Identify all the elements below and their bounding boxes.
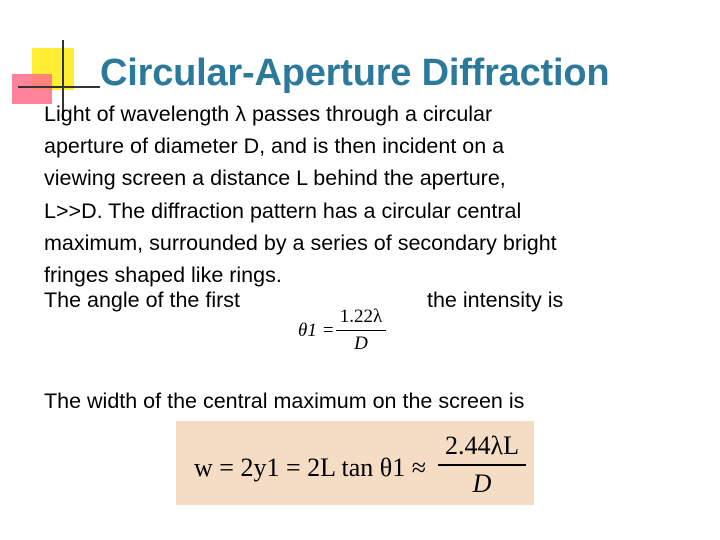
theta-fraction [336,306,386,355]
angle-sentence [44,284,240,316]
fraction-bar [336,330,386,331]
decor-horizontal-line [18,86,100,88]
width-fraction [438,431,526,499]
angle-sentence-left: The angle of the first [44,288,240,312]
width-formula-lhs: w = 2y1 = 2L tan θ1 ≈ [194,453,427,482]
paragraph-line: aperture of diameter D, and is then incident on a [44,134,505,159]
theta-numerator: 1.22λ [339,306,383,327]
slide-title: Circular-Aperture Diffraction [100,52,610,94]
fraction-bar [438,464,526,466]
paragraph-line: Light of wavelength λ passes through a circular [44,102,493,126]
width-sentence: The width of the central maximum on the screen is [44,389,525,413]
angle-sentence-right: the intensity is [427,288,564,312]
width-denominator: D [472,468,492,498]
paragraph-line: maximum, surrounded by a series of secondary bright [44,230,557,255]
paragraph-line: L>>D. The diffraction pattern has a circular central [44,198,522,223]
theta-formula-lhs: θ1 = [298,320,335,341]
width-numerator: 2.44λL [445,431,519,460]
paragraph-line: viewing screen a distance L behind the aperture, [44,166,506,191]
theta-denominator: D [354,333,368,355]
body-paragraph [44,98,557,291]
paragraph-line: fringes shaped like rings. [44,263,282,288]
width-formula-box [176,421,534,505]
